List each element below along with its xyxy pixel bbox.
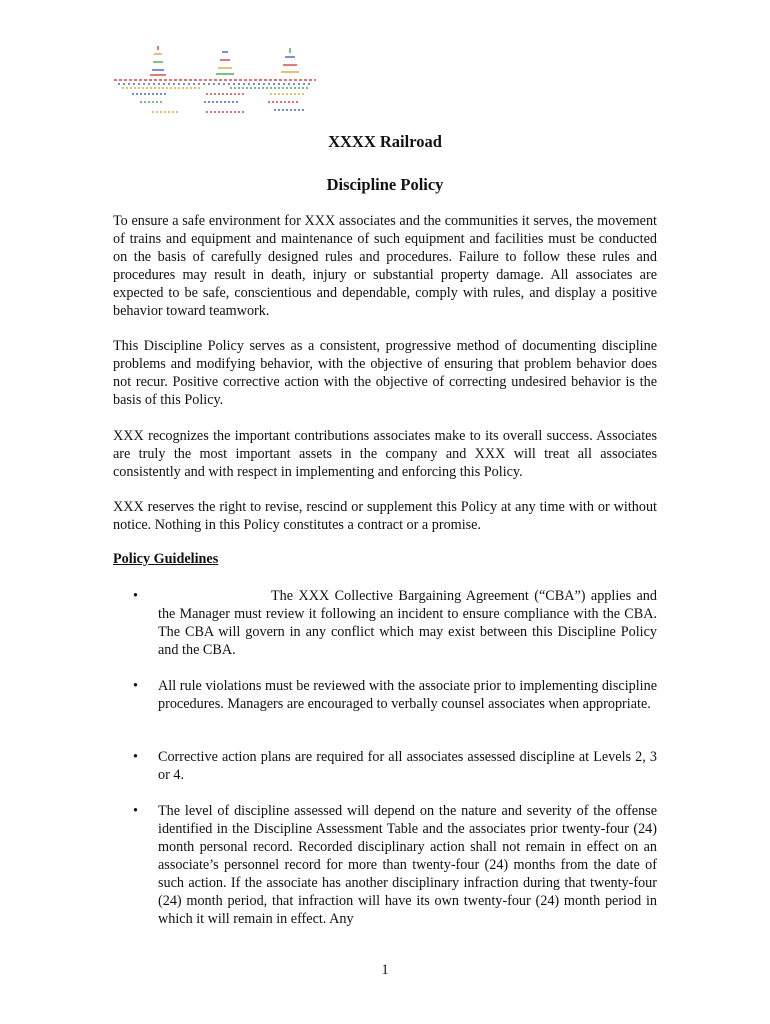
bullet-text-discipline-level: The level of discipline assessed will depend on the nature and severity of the offense identified in the Discipline Assessment Table and the associates prior twenty-four (24) month personal record. Recorded disciplinary action shall not remain in effect on an associate’s personnel record for more than twenty-four (24) months from the date of such action. If the associate has another disciplinary infraction during that twenty-four (24) month period, that infraction will have its own twenty-four (24) month period in which it will remain in effect. Any (158, 803, 657, 927)
list-item (113, 802, 657, 928)
bullet-icon: • (133, 749, 138, 765)
paragraph-intro: To ensure a safe environment for XXX associates and the communities it serves, the movement of trains and equipment and maintenance of such equipment and facilities must be conducted on the basis of carefully designed rules and procedures. Failure to follow these rules and procedures may result in death, injury or substantial property damage. All associates are expected to be safe, conscientious and dependable, comply with rules, and display a positive behavior toward teamwork. (113, 213, 657, 319)
bullet-icon: • (133, 803, 138, 819)
document-subtitle: Discipline Policy (326, 175, 444, 194)
bullet-icon: • (133, 588, 138, 604)
document-title: XXXX Railroad (328, 132, 442, 151)
railroad-logo-graphic (110, 44, 320, 118)
page-number: 1 (381, 962, 389, 978)
list-item (113, 748, 657, 784)
company-logo (110, 44, 320, 118)
list-item (113, 677, 657, 713)
paragraph-policy-purpose: This Discipline Policy serves as a consistent, progressive method of documenting discipline problems and modifying behavior, with the objective of ensuring that problem behavior does not recur. Positive corrective action with the objective of correcting undesired behavior is the basis of this Policy. (113, 338, 657, 408)
section-heading-policy-guidelines: Policy Guidelines (113, 551, 219, 567)
bullet-icon: • (133, 678, 138, 694)
bullet-text-cba: The XXX Collective Bargaining Agreement (“CBA”) applies and the Manager must review it following an incident to ensure compliance with the CBA. The CBA will govern in any conflict which may exist between this Discipline Policy and the CBA. (158, 588, 657, 658)
paragraph-reservation: XXX reserves the right to revise, rescind or supplement this Policy at any time with or without notice. Nothing in this Policy constitutes a contract or a promise. (113, 499, 657, 533)
bullet-text-rule-violations: All rule violations must be reviewed with the associate prior to implementing discipline procedures. Managers are encouraged to verbally counsel associates when appropriate. (158, 678, 657, 712)
list-item (113, 587, 657, 659)
bullet-text-corrective-plans: Corrective action plans are required for all associates assessed discipline at Levels 2, 3 or 4. (158, 749, 657, 783)
paragraph-recognition: XXX recognizes the important contributions associates make to its overall success. Associates are truly the most important assets in the company and XXX will treat all associates consistently and with respect in implementing and enforcing this Policy. (113, 428, 657, 480)
